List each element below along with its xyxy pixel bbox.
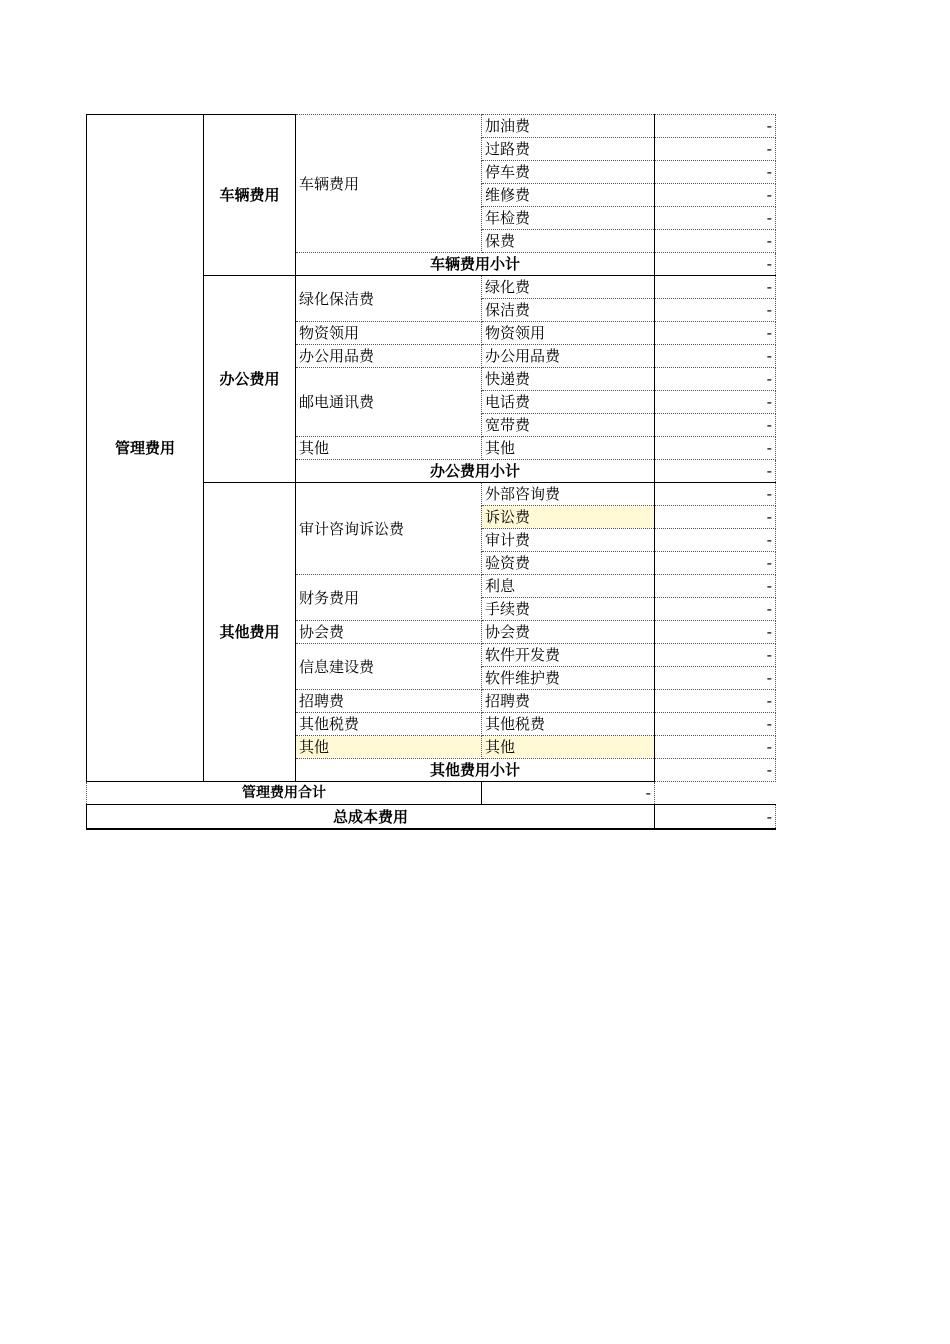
item-cell[interactable]: 过路费 xyxy=(482,138,655,161)
amount-cell[interactable]: - xyxy=(655,552,776,575)
amount-cell[interactable]: - xyxy=(655,506,776,529)
subtotal-label[interactable]: 车辆费用小计 xyxy=(296,253,655,276)
group-cell[interactable]: 协会费 xyxy=(296,621,482,644)
item-cell[interactable]: 维修费 xyxy=(482,184,655,207)
cost-table xyxy=(86,114,776,830)
amount-cell[interactable]: - xyxy=(655,299,776,322)
table-row xyxy=(87,115,776,138)
amount-cell[interactable]: - xyxy=(655,414,776,437)
item-cell-highlighted[interactable]: 诉讼费 xyxy=(482,506,655,529)
subcategory-cell-office[interactable]: 办公费用 xyxy=(204,276,296,483)
item-cell[interactable]: 绿化费 xyxy=(482,276,655,299)
group-cell[interactable]: 信息建设费 xyxy=(296,644,482,690)
subtotal-label[interactable]: 其他费用小计 xyxy=(296,759,655,782)
item-cell[interactable]: 停车费 xyxy=(482,161,655,184)
group-cell[interactable]: 物资领用 xyxy=(296,322,482,345)
grand-total-row xyxy=(87,805,776,830)
amount-cell[interactable]: - xyxy=(655,621,776,644)
item-cell[interactable]: 审计费 xyxy=(482,529,655,552)
item-cell[interactable]: 保洁费 xyxy=(482,299,655,322)
item-cell[interactable]: 加油费 xyxy=(482,115,655,138)
subcategory-cell-misc[interactable]: 其他费用 xyxy=(204,483,296,782)
subcategory-cell-vehicle[interactable]: 车辆费用 xyxy=(204,115,296,276)
amount-cell[interactable]: - xyxy=(655,644,776,667)
item-cell[interactable]: 利息 xyxy=(482,575,655,598)
item-cell[interactable]: 年检费 xyxy=(482,207,655,230)
amount-cell[interactable]: - xyxy=(655,345,776,368)
group-cell[interactable]: 办公用品费 xyxy=(296,345,482,368)
item-cell[interactable]: 其他 xyxy=(482,437,655,460)
item-cell[interactable]: 其他税费 xyxy=(482,713,655,736)
amount-cell[interactable]: - xyxy=(655,667,776,690)
amount-cell[interactable]: - xyxy=(655,253,776,276)
amount-cell[interactable]: - xyxy=(655,460,776,483)
group-cell[interactable]: 招聘费 xyxy=(296,690,482,713)
item-cell[interactable]: 软件开发费 xyxy=(482,644,655,667)
group-cell[interactable]: 审计咨询诉讼费 xyxy=(296,483,482,575)
amount-cell[interactable]: - xyxy=(655,805,776,830)
grand-total-label[interactable]: 总成本费用 xyxy=(87,805,655,830)
category-cell[interactable]: 管理费用 xyxy=(87,115,204,782)
item-cell[interactable]: 保费 xyxy=(482,230,655,253)
item-cell[interactable]: 软件维护费 xyxy=(482,667,655,690)
group-cell[interactable]: 其他 xyxy=(296,437,482,460)
amount-cell[interactable]: - xyxy=(655,368,776,391)
item-cell[interactable]: 验资费 xyxy=(482,552,655,575)
group-cell[interactable]: 邮电通讯费 xyxy=(296,368,482,437)
amount-cell[interactable]: - xyxy=(655,138,776,161)
amount-cell[interactable]: - xyxy=(655,713,776,736)
subtotal-label[interactable]: 办公费用小计 xyxy=(296,460,655,483)
item-cell[interactable]: 电话费 xyxy=(482,391,655,414)
amount-cell[interactable]: - xyxy=(655,184,776,207)
item-cell[interactable]: 协会费 xyxy=(482,621,655,644)
item-cell[interactable]: 办公用品费 xyxy=(482,345,655,368)
amount-cell[interactable]: - xyxy=(655,437,776,460)
amount-cell[interactable]: - xyxy=(655,736,776,759)
amount-cell[interactable]: - xyxy=(655,483,776,506)
item-cell[interactable]: 招聘费 xyxy=(482,690,655,713)
mgmt-total-label[interactable]: 管理费用合计 xyxy=(87,782,482,805)
amount-cell[interactable]: - xyxy=(655,161,776,184)
group-cell-highlighted[interactable]: 其他 xyxy=(296,736,482,759)
item-cell[interactable]: 物资领用 xyxy=(482,322,655,345)
amount-cell[interactable]: - xyxy=(655,690,776,713)
amount-cell[interactable]: - xyxy=(655,322,776,345)
amount-cell[interactable]: - xyxy=(655,115,776,138)
item-cell[interactable]: 外部咨询费 xyxy=(482,483,655,506)
total-row xyxy=(87,782,776,805)
amount-cell[interactable]: - xyxy=(655,276,776,299)
amount-cell[interactable]: - xyxy=(655,391,776,414)
group-cell[interactable]: 绿化保洁费 xyxy=(296,276,482,322)
item-cell-highlighted[interactable]: 其他 xyxy=(482,736,655,759)
amount-cell[interactable]: - xyxy=(655,575,776,598)
amount-cell[interactable]: - xyxy=(655,207,776,230)
item-cell[interactable]: 快递费 xyxy=(482,368,655,391)
item-cell[interactable]: 手续费 xyxy=(482,598,655,621)
group-cell[interactable]: 财务费用 xyxy=(296,575,482,621)
group-cell[interactable]: 车辆费用 xyxy=(296,115,482,253)
amount-cell[interactable]: - xyxy=(655,759,776,782)
amount-cell[interactable]: - xyxy=(655,230,776,253)
group-cell[interactable]: 其他税费 xyxy=(296,713,482,736)
amount-cell[interactable]: - xyxy=(482,782,655,805)
item-cell[interactable]: 宽带费 xyxy=(482,414,655,437)
amount-cell[interactable]: - xyxy=(655,598,776,621)
amount-cell[interactable]: - xyxy=(655,529,776,552)
